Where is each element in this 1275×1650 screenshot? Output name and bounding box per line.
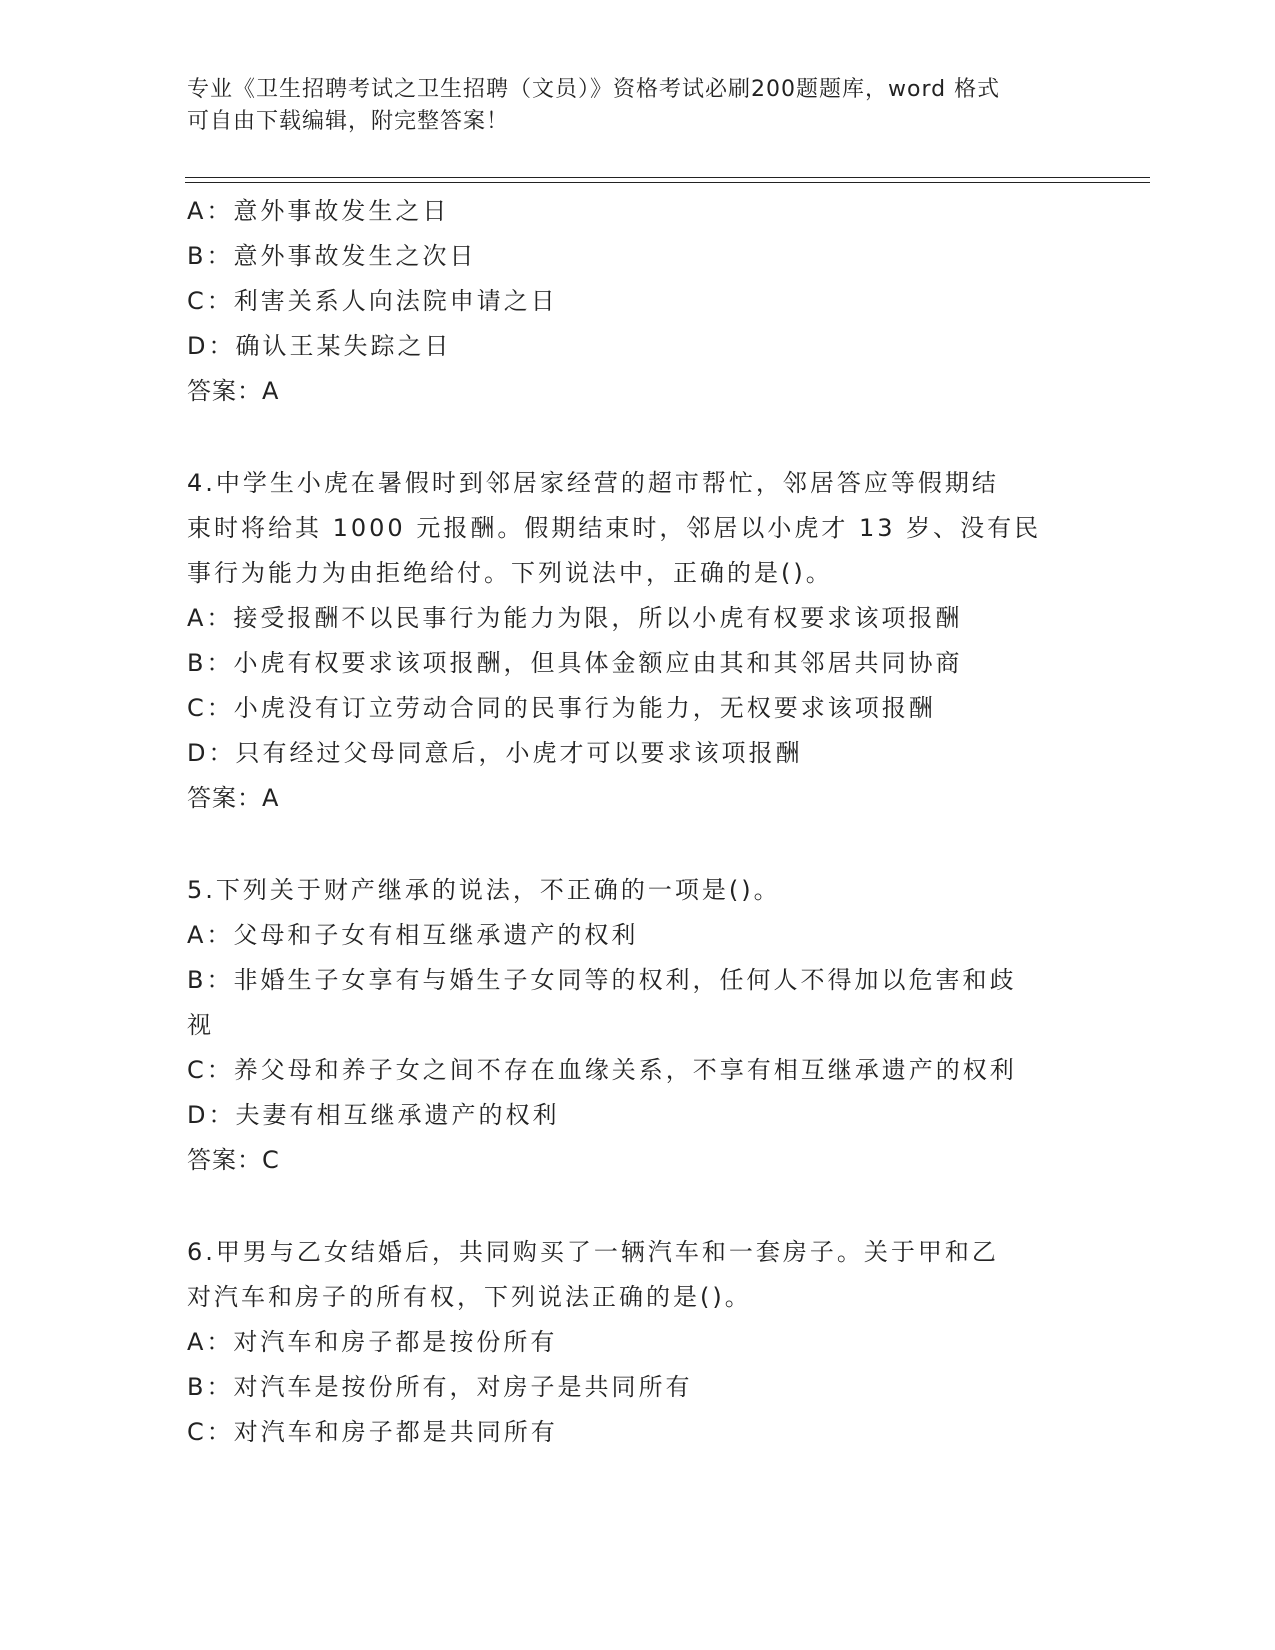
header-line-2: 可自由下载编辑，附完整答案！ — [187, 109, 510, 134]
option-d: D：只有经过父母同意后，小虎才可以要求该项报酬 — [187, 739, 803, 767]
option-c: C：对汽车和房子都是共同所有 — [187, 1418, 558, 1446]
answer: 答案：A — [187, 377, 280, 405]
question-stem-line: 5.下列关于财产继承的说法，不正确的一项是()。 — [187, 876, 781, 904]
option-c: C：利害关系人向法院申请之日 — [187, 287, 558, 315]
question-stem-line: 束时将给其 1000 元报酬。假期结束时，邻居以小虎才 13 岁、没有民 — [187, 514, 1042, 542]
answer: 答案：C — [187, 1146, 280, 1174]
question-gap — [187, 1183, 1087, 1230]
option-d: D：夫妻有相互继承遗产的权利 — [187, 1101, 560, 1129]
option-b: B：小虎有权要求该项报酬，但具体金额应由其和其邻居共同协商 — [187, 649, 963, 677]
answer: 答案：A — [187, 784, 280, 812]
question-list — [187, 189, 1087, 1455]
question-gap — [187, 821, 1087, 868]
option-b: B：非婚生子女享有与婚生子女同等的权利，任何人不得加以危害和歧 — [187, 966, 1017, 994]
header-line-1: 专业《卫生招聘考试之卫生招聘（文员）》资格考试必刷200题题库，word 格式 — [187, 77, 1001, 102]
question-stem-line: 4.中学生小虎在暑假时到邻居家经营的超市帮忙，邻居答应等假期结 — [187, 469, 999, 497]
document-header — [187, 74, 1087, 138]
header-divider-bottom — [185, 182, 1150, 183]
option-d: D：确认王某失踪之日 — [187, 332, 452, 360]
question-3-options — [187, 189, 1087, 414]
question-stem-line: 对汽车和房子的所有权，下列说法正确的是()。 — [187, 1283, 752, 1311]
question-4 — [187, 461, 1087, 821]
question-gap — [187, 414, 1087, 461]
question-stem-line: 6.甲男与乙女结婚后，共同购买了一辆汽车和一套房子。关于甲和乙 — [187, 1238, 999, 1266]
option-a: A：意外事故发生之日 — [187, 197, 450, 225]
option-a: A：接受报酬不以民事行为能力为限，所以小虎有权要求该项报酬 — [187, 604, 963, 632]
option-b: B：意外事故发生之次日 — [187, 242, 477, 270]
option-a: A：对汽车和房子都是按份所有 — [187, 1328, 558, 1356]
option-a: A：父母和子女有相互继承遗产的权利 — [187, 921, 639, 949]
option-b: B：对汽车是按份所有，对房子是共同所有 — [187, 1373, 693, 1401]
question-stem-line: 事行为能力为由拒绝给付。下列说法中，正确的是()。 — [187, 559, 833, 587]
question-6 — [187, 1230, 1087, 1455]
option-b-continued: 视 — [187, 1011, 214, 1039]
question-5 — [187, 868, 1087, 1183]
option-c: C：小虎没有订立劳动合同的民事行为能力，无权要求该项报酬 — [187, 694, 936, 722]
option-c: C：养父母和养子女之间不存在血缘关系，不享有相互继承遗产的权利 — [187, 1056, 1017, 1084]
header-divider-top — [185, 177, 1150, 178]
